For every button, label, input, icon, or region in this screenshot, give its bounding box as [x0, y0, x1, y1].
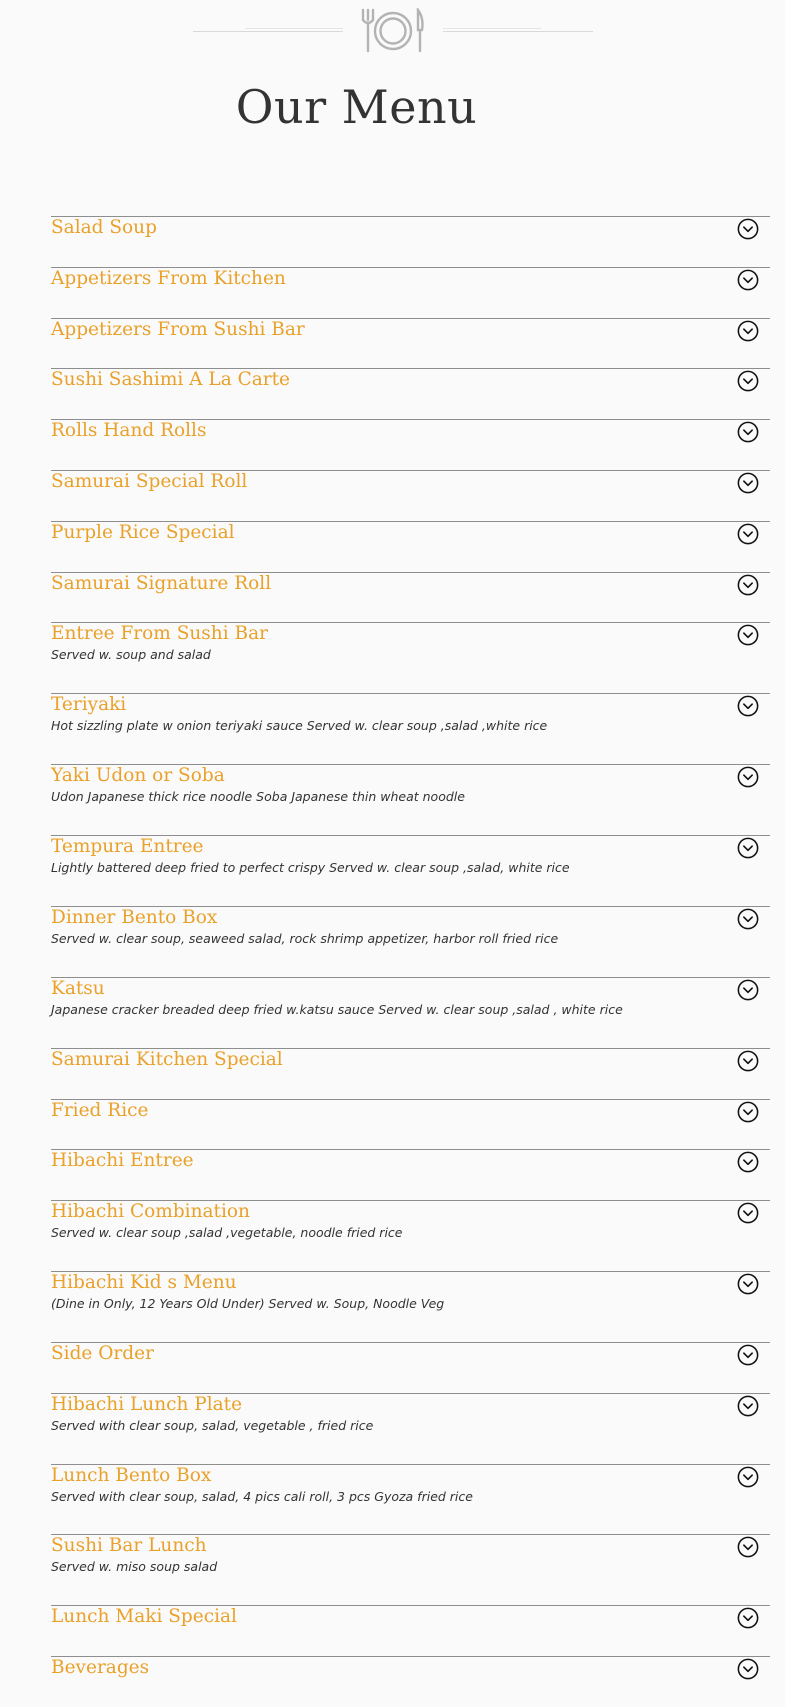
menu-category-item[interactable] [51, 1271, 770, 1342]
menu-header [0, 0, 785, 160]
category-description: Served w. soup and salad [51, 647, 211, 663]
category-name[interactable]: Samurai Signature Roll [51, 572, 272, 594]
menu-category-item[interactable] [51, 1393, 770, 1464]
menu-category-item[interactable] [51, 572, 770, 623]
category-name[interactable]: Sushi Bar Lunch [51, 1535, 207, 1557]
menu-category-item[interactable] [51, 906, 770, 977]
menu-category-item[interactable] [51, 1534, 770, 1605]
category-name[interactable]: Appetizers From Kitchen [51, 267, 286, 289]
category-name[interactable]: Beverages [51, 1657, 150, 1679]
chevron-down-circle-icon[interactable] [737, 523, 759, 545]
category-name[interactable]: Hibachi Kid s Menu [51, 1272, 237, 1293]
menu-category-item[interactable] [51, 318, 770, 369]
cutlery-plate-icon [360, 8, 426, 54]
menu-category-item[interactable] [51, 1099, 770, 1150]
menu-category-list [51, 216, 770, 1707]
category-name[interactable]: Rolls Hand Rolls [51, 420, 207, 442]
chevron-down-circle-icon[interactable] [737, 1050, 759, 1072]
chevron-down-circle-icon[interactable] [737, 695, 759, 717]
chevron-down-circle-icon[interactable] [737, 979, 759, 1001]
category-name[interactable]: Hibachi Combination [51, 1201, 250, 1223]
category-description: Hot sizzling plate w onion teriyaki sauce Served w. clear soup ,salad ,white rice [51, 718, 548, 734]
menu-category-item[interactable] [51, 267, 770, 318]
chevron-down-circle-icon[interactable] [737, 837, 759, 859]
menu-category-item[interactable] [51, 1149, 770, 1200]
chevron-down-circle-icon[interactable] [737, 421, 759, 443]
menu-category-item[interactable] [51, 216, 770, 267]
menu-category-item[interactable] [51, 1464, 770, 1535]
category-name[interactable]: Salad Soup [51, 217, 157, 238]
category-name[interactable]: Entree From Sushi Bar [51, 623, 268, 645]
ornament-line-right-inner [443, 28, 541, 29]
category-name[interactable]: Tempura Entree [51, 836, 204, 858]
chevron-down-circle-icon[interactable] [737, 1344, 759, 1366]
category-description: Served with clear soup, salad, vegetable , fried rice [51, 1417, 374, 1433]
chevron-down-circle-icon[interactable] [737, 1101, 759, 1123]
menu-category-item[interactable] [51, 1200, 770, 1271]
chevron-down-circle-icon[interactable] [737, 1466, 759, 1488]
menu-category-item[interactable] [51, 693, 770, 764]
category-description: Japanese cracker breaded deep fried w.katsu sauce Served w. clear soup ,salad , white rice [51, 1001, 623, 1017]
category-name[interactable]: Samurai Kitchen Special [51, 1048, 283, 1070]
category-name[interactable]: Purple Rice Special [51, 521, 235, 543]
chevron-down-circle-icon[interactable] [737, 1536, 759, 1558]
chevron-down-circle-icon[interactable] [737, 1273, 759, 1295]
category-name[interactable]: Hibachi Entree [51, 1150, 194, 1172]
category-name[interactable]: Yaki Udon or Soba [51, 765, 225, 787]
ornament-line-left-inner [245, 28, 343, 29]
category-name[interactable]: Hibachi Lunch Plate [51, 1393, 243, 1415]
menu-category-item[interactable] [51, 419, 770, 470]
chevron-down-circle-icon[interactable] [737, 908, 759, 930]
menu-category-item[interactable] [51, 1048, 770, 1099]
chevron-down-circle-icon[interactable] [737, 1395, 759, 1417]
category-name[interactable]: Appetizers From Sushi Bar [51, 318, 305, 340]
chevron-down-circle-icon[interactable] [737, 472, 759, 494]
chevron-down-circle-icon[interactable] [737, 1202, 759, 1224]
category-name[interactable]: Fried Rice [51, 1099, 149, 1121]
page-title: Our Menu [235, 80, 478, 134]
chevron-down-circle-icon[interactable] [737, 1151, 759, 1173]
menu-category-item[interactable] [51, 977, 770, 1048]
menu-category-item[interactable] [51, 1342, 770, 1393]
ornament-line-left [193, 31, 343, 32]
category-name[interactable]: Katsu [51, 977, 105, 999]
menu-category-item[interactable] [51, 521, 770, 572]
category-description: (Dine in Only, 12 Years Old Under) Served w. Soup, Noodle Veg [51, 1296, 445, 1311]
category-description: Lightly battered deep fried to perfect crispy Served w. clear soup ,salad, white rice [51, 860, 570, 876]
chevron-down-circle-icon[interactable] [737, 574, 759, 596]
chevron-down-circle-icon[interactable] [737, 1607, 759, 1629]
chevron-down-circle-icon[interactable] [737, 269, 759, 291]
category-name[interactable]: Lunch Maki Special [51, 1606, 237, 1628]
category-name[interactable]: Dinner Bento Box [51, 906, 218, 928]
category-description: Udon Japanese thick rice noodle Soba Japanese thin wheat noodle [51, 789, 465, 805]
chevron-down-circle-icon[interactable] [737, 624, 759, 646]
menu-category-item[interactable] [51, 764, 770, 835]
category-description: Served with clear soup, salad, 4 pics cali roll, 3 pcs Gyoza fried rice [51, 1488, 473, 1504]
category-description: Served w. miso soup salad [51, 1559, 218, 1575]
category-name[interactable]: Side Order [51, 1342, 154, 1364]
chevron-down-circle-icon[interactable] [737, 1658, 759, 1680]
menu-category-item[interactable] [51, 470, 770, 521]
menu-category-item[interactable] [51, 622, 770, 693]
category-description: Served w. clear soup ,salad ,vegetable, noodle fried rice [51, 1225, 403, 1241]
menu-category-item[interactable] [51, 368, 770, 419]
chevron-down-circle-icon[interactable] [737, 370, 759, 392]
ornament-line-right [443, 31, 593, 32]
menu-category-item[interactable] [51, 835, 770, 906]
category-name[interactable]: Lunch Bento Box [51, 1464, 212, 1486]
menu-category-item[interactable] [51, 1656, 770, 1707]
chevron-down-circle-icon[interactable] [737, 218, 759, 240]
category-name[interactable]: Sushi Sashimi A La Carte [51, 369, 291, 391]
category-name[interactable]: Samurai Special Roll [51, 470, 248, 492]
category-description: Served w. clear soup, seaweed salad, rock shrimp appetizer, harbor roll fried rice [51, 930, 559, 946]
chevron-down-circle-icon[interactable] [737, 320, 759, 342]
menu-category-item[interactable] [51, 1605, 770, 1656]
chevron-down-circle-icon[interactable] [737, 766, 759, 788]
category-name[interactable]: Teriyaki [51, 694, 127, 716]
